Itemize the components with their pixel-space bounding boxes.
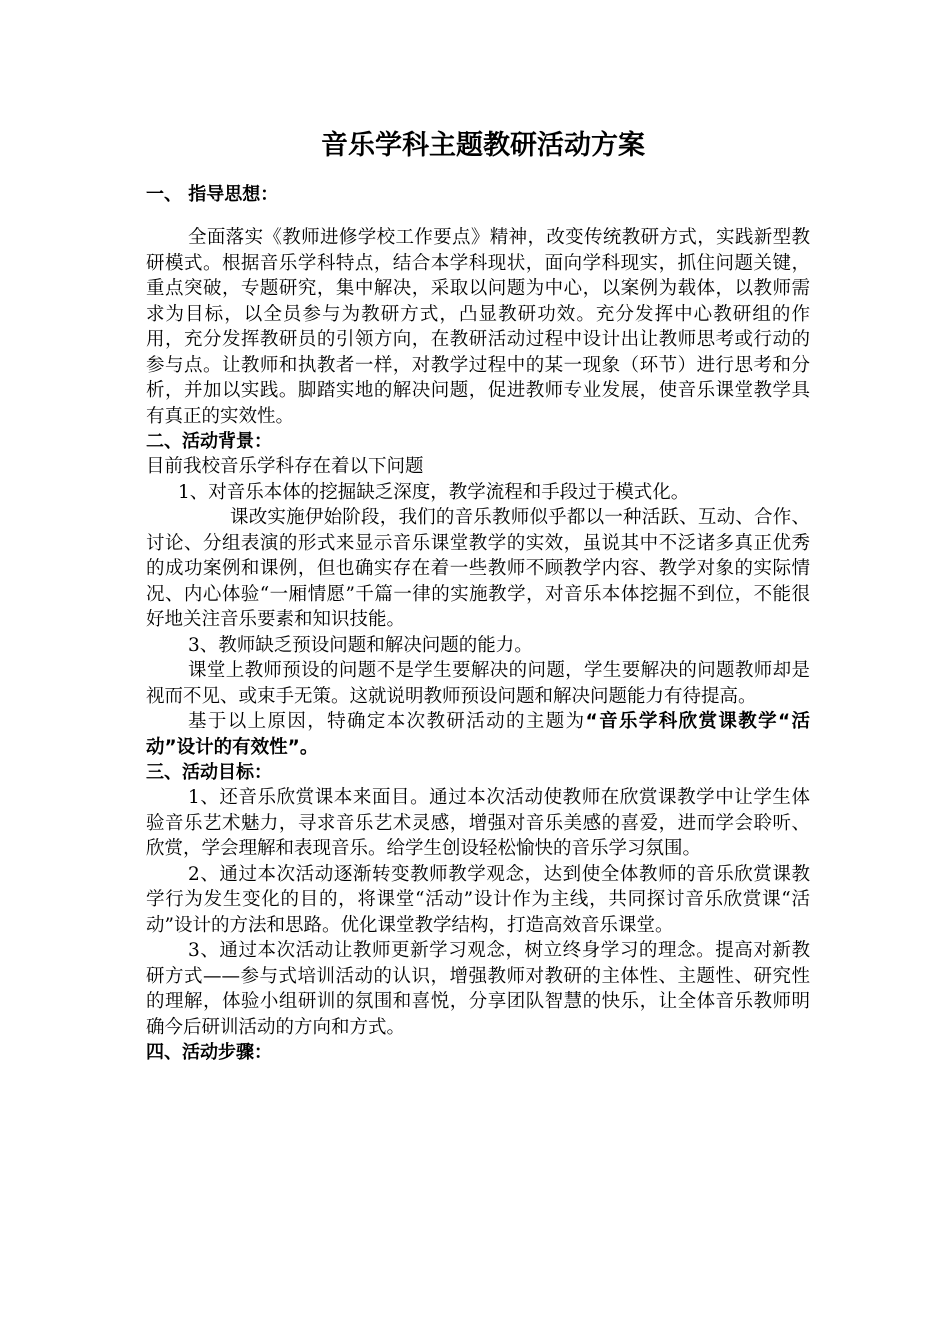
paragraph-background-intro: 目前我校音乐学科存在着以下问题	[146, 456, 424, 477]
document-page	[146, 128, 810, 1065]
section-heading-background: 二、活动背景：	[146, 431, 272, 452]
background-item-3: 3、教师缺乏预设问题和解决问题的能力。	[188, 634, 533, 656]
document-title: 音乐学科主题教研活动方案	[321, 130, 645, 161]
paragraph-background-item-3: 课堂上教师预设的问题不是学生要解决的问题，学生要解决的问题教师却是视而不见、或束手无策。这就说明教师预设问题和解决问题能力有待提高。	[146, 660, 810, 707]
conclusion-theme: “音乐学科欣赏课教学“活动”设计的有效性”。	[146, 711, 810, 758]
section-heading-guiding-thought: 一、 指导思想：	[146, 184, 279, 205]
section-heading-goals: 三、活动目标：	[146, 762, 272, 783]
goal-item-1: 1、还音乐欣赏课本来面目。通过本次活动使教师在欣赏课教学中让学生体验音乐艺术魅力，寻求音乐艺术灵感，增强对音乐美感的喜爱，进而学会聆听、欣赏，学会理解和表现音乐。给学生创设轻松愉快的音乐学习氛围。	[146, 787, 810, 859]
goal-item-2: 2、通过本次活动逐渐转变教师教学观念，达到使全体教师的音乐欣赏课教学行为发生变化的目的，将课堂“活动”设计作为主线，共同探讨音乐欣赏课“活动”设计的方法和思路。优化课堂教学结构，打造高效音乐课堂。	[146, 863, 810, 936]
background-item-1: 1、对音乐本体的挖掘缺乏深度，教学流程和手段过于模式化。	[178, 481, 690, 503]
paragraph-background-item-1: 课改实施伊始阶段，我们的音乐教师似乎都以一种活跃、互动、合作、讨论、分组表演的形式来显示音乐课堂教学的实效，虽说其中不泛诸多真正优秀的成功案例和课例，但也确实存在着一些教师不顾教学内容、教学对象的实际情况、内心体验“一厢情愿”千篇一律的实施教学，对音乐本体挖掘不到位，不能很好地关注音乐要素和知识技能。	[146, 507, 810, 630]
conclusion-text: 基于以上原因，特确定本次教研活动的主题为	[188, 711, 586, 732]
paragraph-background-conclusion	[146, 709, 810, 760]
section-heading-steps: 四、活动步骤：	[146, 1042, 272, 1063]
paragraph-guiding-thought: 全面落实《教师进修学校工作要点》精神，改变传统教研方式，实践新型教研模式。根据音乐学科特点，结合本学科现状，面向学科现实，抓住问题关键，重点突破，专题研究，集中解决，采取以问题为中心，以案例为载体，以教师需求为目标，以全员参与为教研方式，凸显教研功效。充分发挥中心教研组的作用，充分发挥教研员的引领方向，在教研活动过程中设计出让教师思考或行动的参与点。让教师和执教者一样，对教学过程中的某一现象（环节）进行思考和分析，并加以实践。脚踏实地的解决问题，促进教师专业发展，使音乐课堂教学具有真正的实效性。	[146, 227, 810, 427]
goal-item-3: 3、通过本次活动让教师更新学习观念，树立终身学习的理念。提高对新教研方式——参与式培训活动的认识，增强教师对教研的主体性、主题性、研究性的理解，体验小组研训的氛围和喜悦，分享团队智慧的快乐，让全体音乐教师明确今后研训活动的方向和方式。	[146, 940, 810, 1038]
